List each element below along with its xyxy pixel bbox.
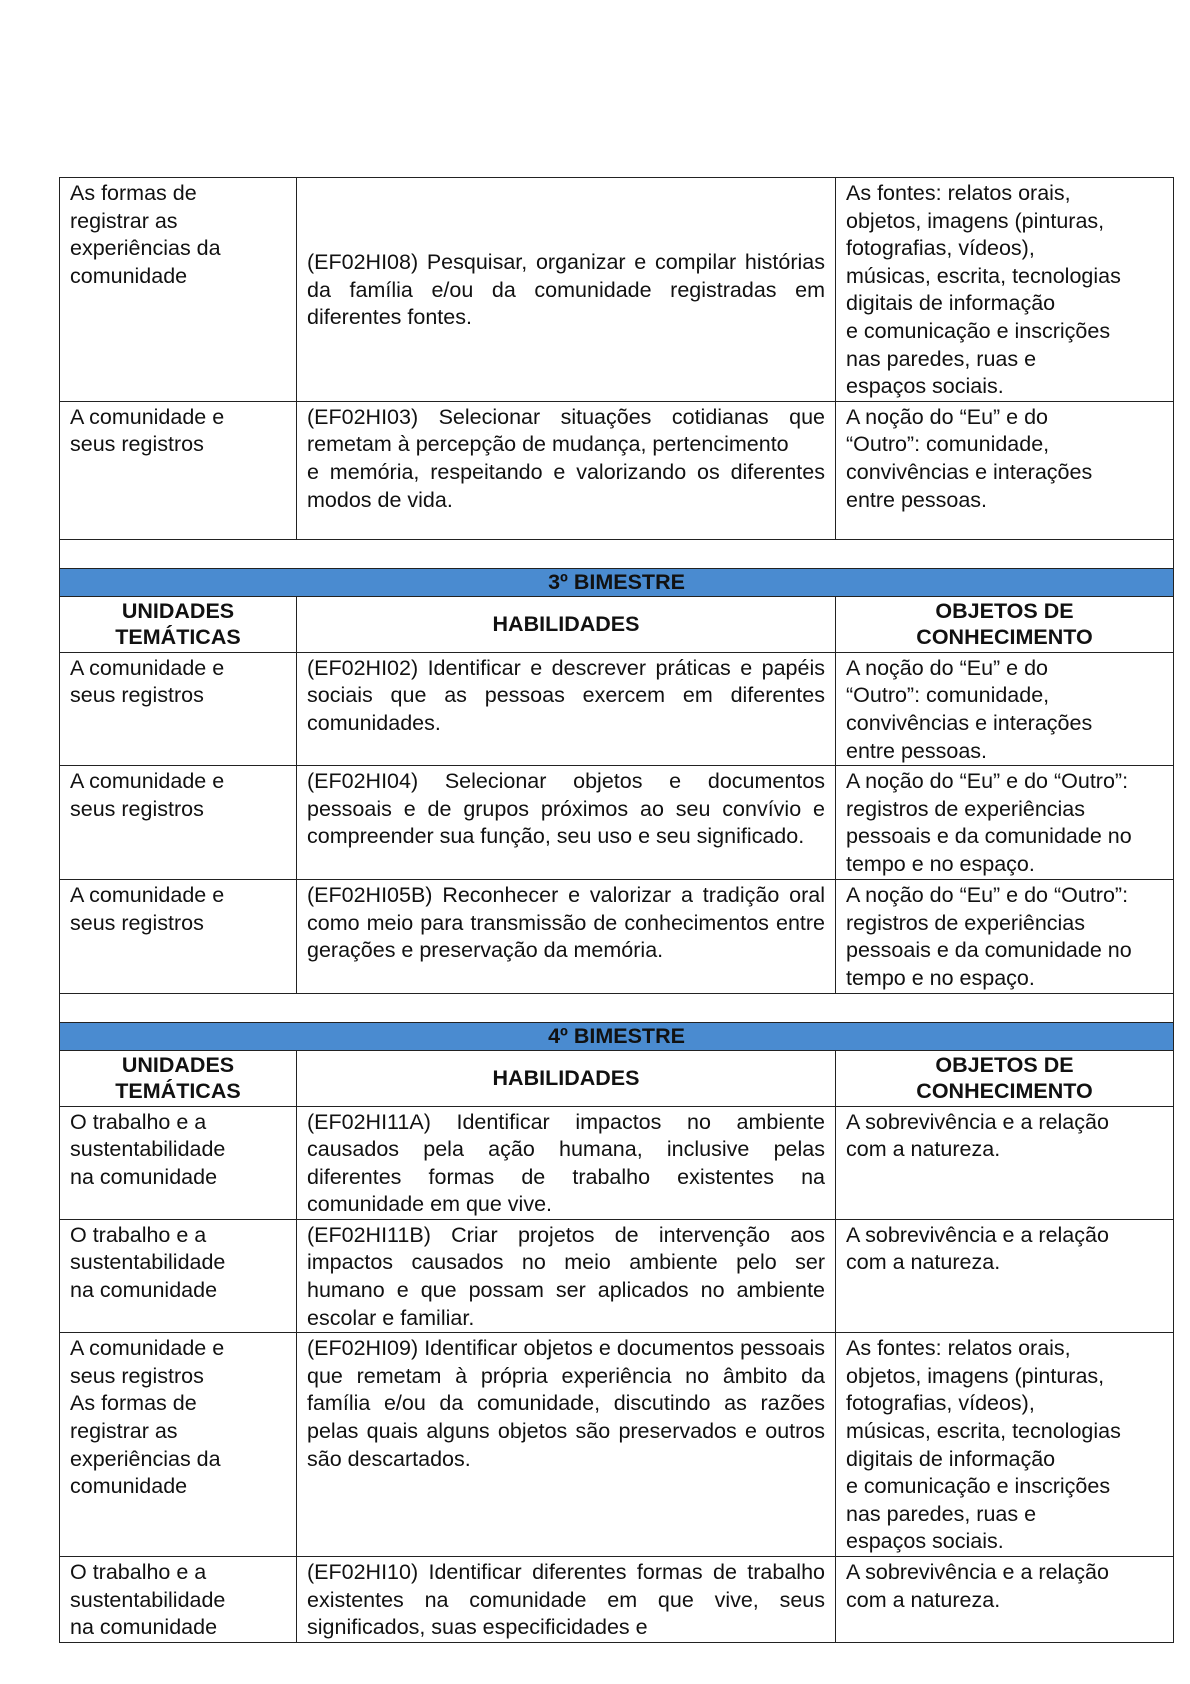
- header-objetos: OBJETOS DE CONHECIMENTO: [836, 596, 1174, 652]
- table-row: [60, 652, 1174, 765]
- table-row: [60, 178, 1174, 402]
- cell-habilidade: (EF02HI08) Pesquisar, organizar e compilar histórias da família e/ou da comunidade registradas em diferentes fontes.: [297, 178, 836, 402]
- cell-habilidade: (EF02HI10) Identificar diferentes formas de trabalho existentes na comunidade em que vive, seus significados, suas especificidades e: [297, 1557, 836, 1643]
- header-unidades: UNIDADES TEMÁTICAS: [60, 596, 297, 652]
- header-row: [60, 1050, 1174, 1106]
- cell-objeto: A noção do “Eu” e do “Outro”: registros de experiências pessoais e da comunidade no tempo e no espaço.: [836, 880, 1174, 993]
- spacer-row: [60, 993, 1174, 1022]
- cell-unidade: A comunidade e seus registros As formas de registrar as experiências da comunidade: [60, 1333, 297, 1557]
- table-row: [60, 1219, 1174, 1332]
- cell-unidade: A comunidade e seus registros: [60, 766, 297, 880]
- cell-objeto: A noção do “Eu” e do “Outro”: comunidade, convivências e interações entre pessoas.: [836, 652, 1174, 765]
- cell-habilidade: (EF02HI11A) Identificar impactos no ambiente causados pela ação humana, inclusive pelas diferentes formas de trabalho existentes na comunidade em que vive.: [297, 1106, 836, 1219]
- spacer-cell: [60, 993, 1174, 1022]
- cell-objeto: A sobrevivência e a relação com a natureza.: [836, 1106, 1174, 1219]
- cell-habilidade: (EF02HI05B) Reconhecer e valorizar a tradição oral como meio para transmissão de conhecimentos entre gerações e preservação da memória.: [297, 880, 836, 993]
- spacer-row: [60, 539, 1174, 568]
- header-unidades: UNIDADES TEMÁTICAS: [60, 1050, 297, 1106]
- cell-unidade: As formas de registrar as experiências da comunidade: [60, 178, 297, 402]
- cell-unidade: O trabalho e a sustentabilidade na comunidade: [60, 1557, 297, 1643]
- cell-habilidade: (EF02HI02) Identificar e descrever práticas e papéis sociais que as pessoas exercem em diferentes comunidades.: [297, 652, 836, 765]
- bimestre-band: [60, 1022, 1174, 1050]
- cell-objeto: A noção do “Eu” e do “Outro”: comunidade, convivências e interações entre pessoas.: [836, 401, 1174, 539]
- table-row: [60, 401, 1174, 539]
- cell-unidade: A comunidade e seus registros: [60, 401, 297, 539]
- cell-habilidade: (EF02HI03) Selecionar situações cotidianas que remetam à percepção de mudança, pertencimento e memória, respeitando e valorizando os diferentes modos de vida.: [297, 401, 836, 539]
- cell-unidade: O trabalho e a sustentabilidade na comunidade: [60, 1219, 297, 1332]
- cell-habilidade: (EF02HI04) Selecionar objetos e documentos pessoais e de grupos próximos ao seu convívio e compreender sua função, seu uso e seu significado.: [297, 766, 836, 880]
- bimestre-title: 3º BIMESTRE: [60, 568, 1174, 596]
- cell-objeto: A sobrevivência e a relação com a natureza.: [836, 1219, 1174, 1332]
- cell-unidade: O trabalho e a sustentabilidade na comunidade: [60, 1106, 297, 1219]
- bimestre-title: 4º BIMESTRE: [60, 1022, 1174, 1050]
- cell-habilidade: (EF02HI09) Identificar objetos e documentos pessoais que remetam à própria experiência no âmbito da família e/ou da comunidade, discutindo as razões pelas quais alguns objetos são preservados e outros são descartados.: [297, 1333, 836, 1557]
- table-row: [60, 766, 1174, 880]
- header-habilidades: HABILIDADES: [297, 1050, 836, 1106]
- cell-objeto: A sobrevivência e a relação com a natureza.: [836, 1557, 1174, 1643]
- cell-objeto: A noção do “Eu” e do “Outro”: registros de experiências pessoais e da comunidade no tempo e no espaço.: [836, 766, 1174, 880]
- cell-habilidade: (EF02HI11B) Criar projetos de intervenção aos impactos causados no meio ambiente pelo ser humano e que possam ser aplicados no ambiente escolar e familiar.: [297, 1219, 836, 1332]
- curriculum-table: [59, 177, 1174, 1643]
- table-row: [60, 880, 1174, 993]
- header-habilidades: HABILIDADES: [297, 596, 836, 652]
- header-objetos: OBJETOS DE CONHECIMENTO: [836, 1050, 1174, 1106]
- spacer-cell: [60, 539, 1174, 568]
- table-row: [60, 1333, 1174, 1557]
- cell-unidade: A comunidade e seus registros: [60, 880, 297, 993]
- table-row: [60, 1557, 1174, 1643]
- cell-objeto: As fontes: relatos orais, objetos, imagens (pinturas, fotografias, vídeos), músicas, escrita, tecnologias digitais de informação e comunicação e inscrições nas paredes, ruas e espaços sociais.: [836, 1333, 1174, 1557]
- header-row: [60, 596, 1174, 652]
- cell-unidade: A comunidade e seus registros: [60, 652, 297, 765]
- table-row: [60, 1106, 1174, 1219]
- bimestre-band: [60, 568, 1174, 596]
- cell-objeto: As fontes: relatos orais, objetos, imagens (pinturas, fotografias, vídeos), músicas, escrita, tecnologias digitais de informação e comunicação e inscrições nas paredes, ruas e espaços sociais.: [836, 178, 1174, 402]
